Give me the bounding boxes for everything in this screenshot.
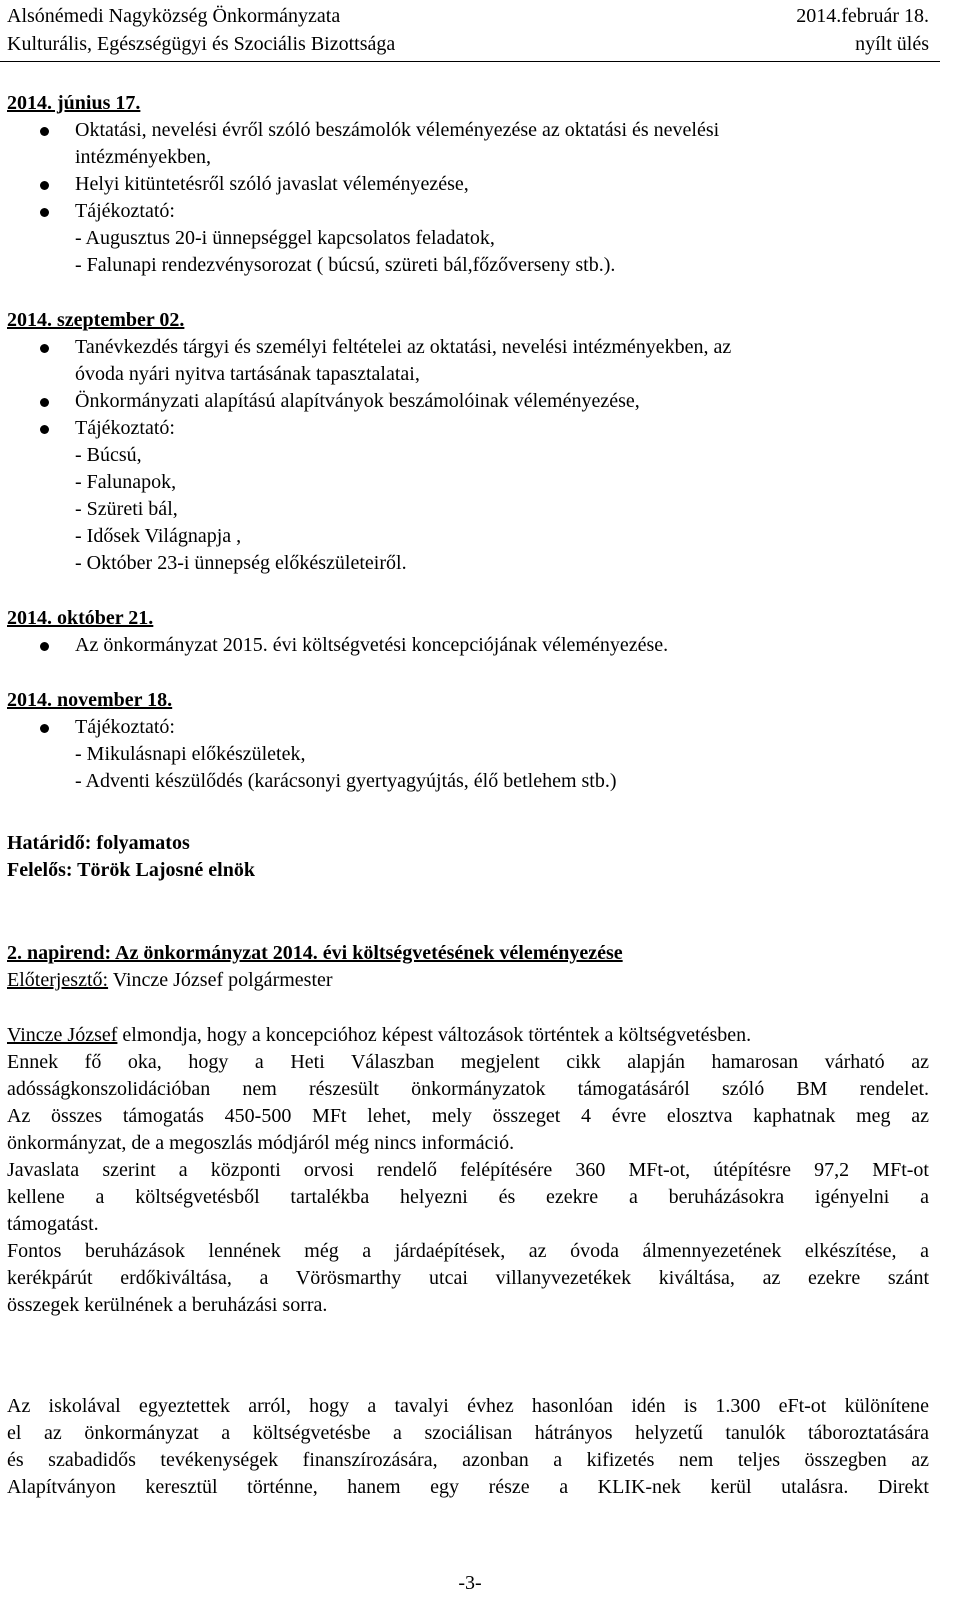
p4-line-3: és szabadidős tevékenységek finanszírozására, azonban a kifizetés nem teljes összegben az	[7, 1449, 929, 1471]
nov-subitem-1: - Mikulásnapi előkészületek,	[75, 743, 306, 765]
p1-line-5: önkormányzat, de a megoszlás módjáról még nincs információ.	[7, 1132, 515, 1154]
bullet-icon	[40, 425, 49, 434]
responsible: Felelős: Török Lajosné elnök	[7, 859, 255, 881]
june-item-1-line-1: Oktatási, nevelési évről szóló beszámolók véleményezése az oktatási és nevelési	[75, 119, 720, 141]
p4-line-2: el az önkormányzat a költségvetésbe a szociálisan hátrányos helyzetű tanulók táboroztatására	[7, 1422, 929, 1444]
header-date: 2014.február 18.	[796, 5, 929, 27]
sept-subitem-1: - Búcsú,	[75, 444, 142, 466]
p2-line-1: Javaslata szerint a központi orvosi rendelő felépítésére 360 MFt-ot, útépítésre 97,2 MFt-ot	[7, 1159, 929, 1181]
sept-item-3: Tájékoztató:	[75, 417, 175, 439]
p1-line-3: adósságkonszolidációban nem részesült önkormányzatok támogatásáról szóló BM rendelet.	[7, 1078, 929, 1100]
nov-subitem-2: - Adventi készülődés (karácsonyi gyertyagyújtás, élő betlehem stb.)	[75, 770, 617, 792]
p2-line-2: kellene a költségvetésből tartalékba helyezni és ezekre a beruházásokra igényelni a	[7, 1186, 929, 1208]
bullet-icon	[40, 208, 49, 217]
june-item-1-line-2: intézményekben,	[75, 146, 212, 168]
bullet-icon	[40, 344, 49, 353]
header-row-2	[7, 32, 929, 56]
header-org: Alsónémedi Nagyközség Önkormányzata	[7, 5, 341, 27]
bullet-icon	[40, 642, 49, 651]
presenter-name: Vincze József polgármester	[112, 969, 333, 991]
agenda-presenter-line	[7, 967, 333, 994]
section-date-october: 2014. október 21.	[7, 607, 154, 629]
section-date-june: 2014. június 17.	[7, 92, 141, 114]
speaker-name: Vincze József	[7, 1024, 118, 1046]
p3-line-3: összegek kerülnének a beruházási sorra.	[7, 1294, 328, 1316]
june-item-2: Helyi kitüntetésről szóló javaslat véleményezése,	[75, 173, 469, 195]
june-item-3: Tájékoztató:	[75, 200, 175, 222]
bullet-icon	[40, 398, 49, 407]
p1-line-1	[7, 1022, 929, 1049]
section-date-september: 2014. szeptember 02.	[7, 309, 185, 331]
sept-subitem-5: - Október 23-i ünnepség előkészületeiről.	[75, 552, 407, 574]
bullet-icon	[40, 127, 49, 136]
p3-line-2: kerékpárút erdőkiváltása, a Vörösmarthy utcai villanyvezetékek kiváltása, az ezekre szánt	[7, 1267, 929, 1289]
p1-line-4: Az összes támogatás 450-500 MFt lehet, mely összeget 4 évre elosztva kaphatnak meg az	[7, 1105, 929, 1127]
header-row-1	[7, 4, 929, 28]
presenter-label: Előterjesztő:	[7, 969, 109, 991]
p3-line-1: Fontos beruházások lennének még a járdaépítések, az óvoda álmennyezetének elkészítése, a	[7, 1240, 929, 1262]
p4-line-4: Alapítványon keresztül történne, hanem egy része a KLIK-nek kerül utalásra. Direkt	[7, 1476, 929, 1498]
bullet-icon	[40, 724, 49, 733]
sept-subitem-3: - Szüreti bál,	[75, 498, 178, 520]
section-date-november: 2014. november 18.	[7, 689, 173, 711]
p2-line-3: támogatást.	[7, 1213, 99, 1235]
header-session: nyílt ülés	[855, 33, 929, 55]
header-committee: Kulturális, Egészségügyi és Szociális Bizottsága	[7, 33, 396, 55]
paragraph-4	[7, 1393, 929, 1501]
nov-item-1: Tájékoztató:	[75, 716, 175, 738]
sept-item-1-line-1: Tanévkezdés tárgyi és személyi feltételei az oktatási, nevelési intézményekben, az	[75, 336, 732, 358]
oct-item-1: Az önkormányzat 2015. évi költségvetési koncepciójának véleményezése.	[75, 634, 669, 656]
header-divider	[0, 61, 940, 62]
june-subitem-2: - Falunapi rendezvénysorozat ( búcsú, szüreti bál,főzőverseny stb.).	[75, 254, 616, 276]
june-subitem-1: - Augusztus 20-i ünnepséggel kapcsolatos feladatok,	[75, 227, 495, 249]
sept-subitem-4: - Idősek Világnapja ,	[75, 525, 242, 547]
bullet-icon	[40, 181, 49, 190]
p1-line-1-text: elmondja, hogy a koncepcióhoz képest változások történtek a költségvetésben.	[122, 1024, 752, 1046]
paragraph-1	[7, 1022, 929, 1319]
sept-item-2: Önkormányzati alapítású alapítványok beszámolóinak véleményezése,	[75, 390, 640, 412]
p1-line-2: Ennek fő oka, hogy a Heti Válaszban megjelent cikk alapján hamarosan várható az	[7, 1051, 929, 1073]
agenda-title: 2. napirend: Az önkormányzat 2014. évi költségvetésének véleményezése	[7, 942, 623, 964]
sept-item-1-line-2: óvoda nyári nyitva tartásának tapasztalatai,	[75, 363, 420, 385]
p4-line-1: Az iskolával egyeztettek arról, hogy a tavalyi évhez hasonlóan idén is 1.300 eFt-ot különítene	[7, 1395, 929, 1417]
page-number: -3-	[458, 1572, 482, 1594]
sept-subitem-2: - Falunapok,	[75, 471, 177, 493]
deadline: Határidő: folyamatos	[7, 832, 190, 854]
